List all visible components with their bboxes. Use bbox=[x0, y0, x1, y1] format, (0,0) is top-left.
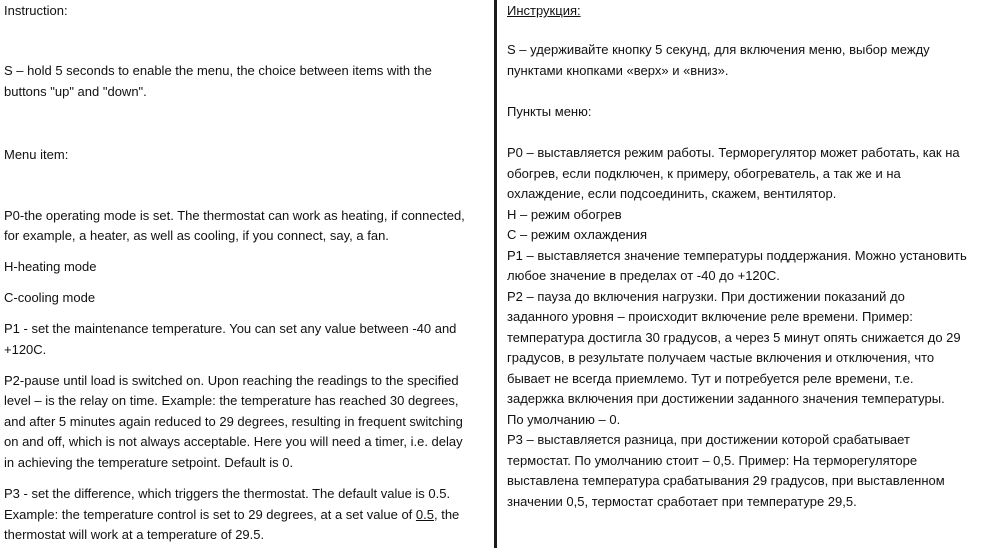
english-p2-text-line: and after 5 minutes again reduced to 29 degrees, resulting in frequent switching bbox=[4, 414, 463, 429]
english-cooling-mode: C-cooling mode bbox=[4, 290, 96, 305]
russian-p2-text-line: градусов, в результате получаем частые включения и отключения, что bbox=[507, 350, 935, 365]
russian-s-text-line: пунктами кнопками «верх» и «вниз». bbox=[507, 63, 729, 78]
english-p3-underlined-value: 0.5 bbox=[415, 507, 434, 522]
russian-p0-text-line: обогрев, если подключен, к примеру, обогреватель, а так же и на bbox=[507, 166, 901, 181]
english-title: Instruction: bbox=[4, 3, 68, 18]
english-p0-text-line: for example, a heater, as well as cooling, if you connect, say, a fan. bbox=[4, 228, 389, 243]
column-divider bbox=[494, 0, 497, 548]
english-p3-text-line: thermostat will work at a temperature of 29.5. bbox=[4, 527, 265, 542]
english-menu-title: Menu item: bbox=[4, 147, 69, 162]
english-p1-text-line: P1 - set the maintenance temperature. You can set any value between -40 and bbox=[4, 321, 457, 336]
russian-p3-text-line: значении 0,5, термостат сработает при температуре 29,5. bbox=[507, 494, 857, 509]
russian-p2-text-line: задержка включения при достижении заданного значения температуры. bbox=[507, 391, 945, 406]
russian-instructions-column bbox=[500, 0, 998, 548]
english-p2-text-line: level – is the relay on time. Example: the temperature has reached 30 degrees, bbox=[4, 393, 459, 408]
russian-p2-text-line: P2 – пауза до включения нагрузки. При достижении показаний до bbox=[507, 289, 905, 304]
russian-s-text-line: S – удерживайте кнопку 5 секунд, для включения меню, выбор между bbox=[507, 42, 930, 57]
english-instructions-column bbox=[0, 0, 494, 548]
russian-p2-text-line: заданного уровня – происходит включение реле времени. Пример: bbox=[507, 309, 913, 324]
russian-p2-text-line: температура достигла 30 градусов, а через 5 минут опять снижается до 29 bbox=[507, 330, 961, 345]
english-p3-text-line bbox=[4, 505, 459, 525]
russian-p0-text-line: охлаждение, если подсоединить, скажем, вентилятор. bbox=[507, 186, 837, 201]
english-p3-text-segment: , the bbox=[433, 507, 460, 522]
english-p0-text-line: P0-the operating mode is set. The thermostat can work as heating, if connected, bbox=[4, 208, 465, 223]
russian-p3-text-line: выставлена температура срабатывания 29 градусов, при выставленном bbox=[507, 473, 945, 488]
russian-cooling-mode: C – режим охлаждения bbox=[507, 227, 648, 242]
russian-p3-text-line: P3 – выставляется разница, при достижении которой срабатывает bbox=[507, 432, 910, 447]
english-p2-text-line: on and off, which is not always acceptable. Here you will need a timer, i.e. delay bbox=[4, 434, 463, 449]
russian-heating-mode: H – режим обогрев bbox=[507, 207, 622, 222]
russian-p3-text-line: термостат. По умолчанию стоит – 0,5. Пример: На терморегуляторе bbox=[507, 453, 918, 468]
russian-title: Инструкция: bbox=[507, 3, 581, 18]
russian-menu-title: Пункты меню: bbox=[507, 104, 592, 119]
russian-p1-text-line: любое значение в пределах от -40 до +120C. bbox=[507, 268, 780, 283]
english-s-text-line: buttons "up" and "down". bbox=[4, 84, 147, 99]
english-p2-text-line: in achieving the temperature setpoint. Default is 0. bbox=[4, 455, 294, 470]
russian-p1-text-line: P1 – выставляется значение температуры поддержания. Можно установить bbox=[507, 248, 967, 263]
english-p1-text-line: +120C. bbox=[4, 342, 47, 357]
english-s-text-line: S – hold 5 seconds to enable the menu, the choice between items with the bbox=[4, 63, 432, 78]
russian-p2-text-line: бывает не всегда приемлемо. Тут и потребуется реле времени, т.е. bbox=[507, 371, 914, 386]
english-heating-mode: H-heating mode bbox=[4, 259, 97, 274]
russian-p2-text-line: По умолчанию – 0. bbox=[507, 412, 621, 427]
english-p3-text-segment: Example: the temperature control is set to 29 degrees, at a set value of bbox=[4, 507, 416, 522]
russian-p0-text-line: P0 – выставляется режим работы. Терморегулятор может работать, как на bbox=[507, 145, 960, 160]
english-p3-text-line: P3 - set the difference, which triggers the thermostat. The default value is 0.5. bbox=[4, 486, 451, 501]
english-p2-text-line: P2-pause until load is switched on. Upon reaching the readings to the specified bbox=[4, 373, 459, 388]
